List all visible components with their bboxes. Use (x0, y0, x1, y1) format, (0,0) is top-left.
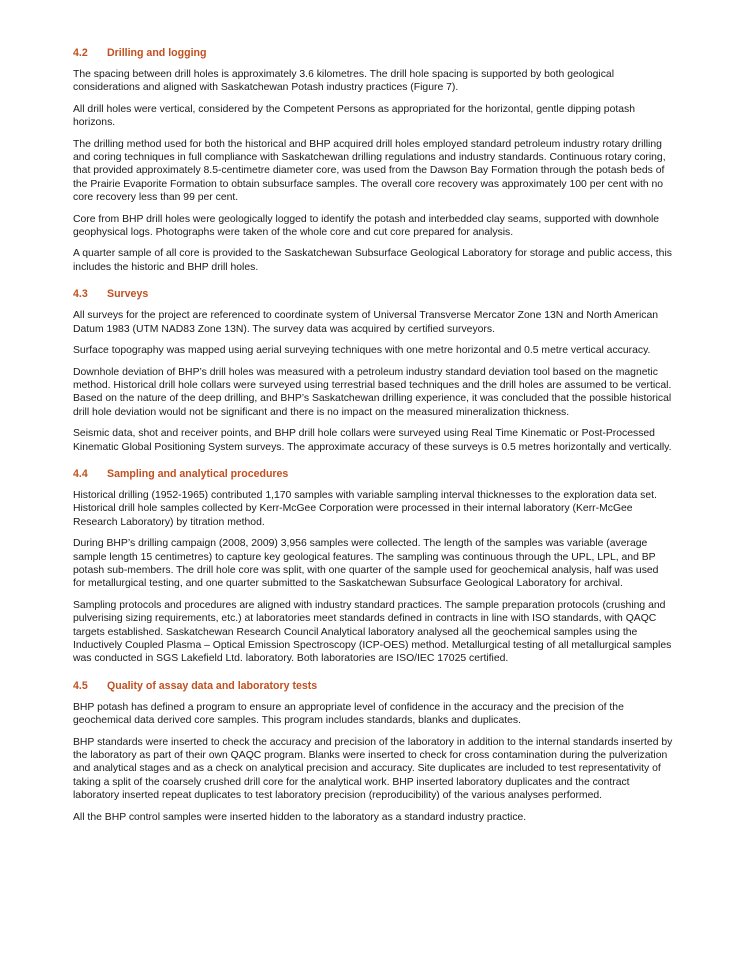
paragraph: Surface topography was mapped using aerial surveying techniques with one metre horizontal and 0.5 metre vertical accuracy. (73, 345, 651, 357)
document-page (73, 46, 673, 832)
section-sampling-and-analytical-procedures (73, 467, 673, 666)
paragraph: Sampling protocols and procedures are aligned with industry standard practices. The sample preparation protocols (crushing and pulverising sizing requirements, etc.) at laboratories meet standards defined in contracts in line with ISO standards, with QAQC targets established. Saskatchewan Research Council Analytical laboratory analysed all the geochemical samples using the Inductively Coupled Plasma – Optical Emission Spectroscopy (ICP-OES) method. Metallurgical testing of all metallurgical samples was conducted in SGS Lakefield Ltd. laboratory. Both laboratories are ISO/IEC 17025 certified. (73, 599, 672, 665)
paragraph: All the BHP control samples were inserted hidden to the laboratory as a standard industry practice. (73, 811, 527, 823)
section-number: 4.4 (73, 467, 88, 480)
paragraph: Core from BHP drill holes were geologically logged to identify the potash and interbedded clay seams, supported with downhole geophysical logs. Photographs were taken of the whole core and cut core prepared for analysis. (73, 213, 660, 239)
section-number: 4.5 (73, 679, 88, 692)
paragraph: Historical drilling (1952-1965) contributed 1,170 samples with variable sampling interval thicknesses to the exploration data set. Historical drill hole samples collected by Kerr-McGee Corporation were processed in their internal laboratory (Kerr-McGee Research Laboratory) by titration method. (73, 489, 657, 528)
paragraph: During BHP’s drilling campaign (2008, 2009) 3,956 samples were collected. The length of the samples was variable (average sample length 15 centimetres) to capture key geological features. The sampling was continuous through the UPL, LPL, and BP potash sub-members. The drill hole core was split, with one quarter of the sample used for geochemical analysis, half was used for metallurgical testing, and one quarter submitted to the Saskatchewan Subsurface Geological Laboratory for archival. (73, 538, 659, 590)
paragraph: BHP standards were inserted to check the accuracy and precision of the laboratory in addition to the internal standards inserted by the laboratory as part of their own QAQC program. Blanks were inserted to check for cross contamination during the pulverization and analytical stages and as a check on analytical precision and accuracy. Site duplicates are included to test representativity of taking a split of the coarsely crushed drill core for the analytical work. BHP inserted laboratory duplicates and the contract laboratory inserted repeat duplicates to test laboratory precision (reproducibility) of the various analyses performed. (73, 736, 673, 802)
section-title: Drilling and logging (107, 47, 207, 59)
paragraph: The spacing between drill holes is approximately 3.6 kilometres. The drill hole spacing is supported by both geological considerations and aligned with Saskatchewan Potash industry practices (Figure 7). (73, 69, 614, 94)
section-number: 4.2 (73, 47, 88, 59)
section-heading (73, 679, 673, 693)
paragraph: Seismic data, shot and receiver points, and BHP drill hole collars were surveyed using Real Time Kinematic or Post-Processed Kinematic Global Positioning System surveys. The approximate accuracy of these surveys is 0.5 metres horizontally and vertically. (73, 428, 672, 453)
section-surveys (73, 287, 673, 454)
paragraph: All surveys for the project are referenced to coordinate system of Universal Transverse Mercator Zone 13N and North American Datum 1983 (UTM NAD83 Zone 13N). The survey data was acquired by certified surveyors. (73, 310, 659, 335)
section-heading (73, 467, 673, 481)
paragraph: BHP potash has defined a program to ensure an appropriate level of confidence in the accuracy and the precision of the geochemical data derived core samples. This program includes standards, blanks and duplicates. (73, 701, 624, 727)
section-title: Quality of assay data and laboratory tests (107, 679, 318, 692)
paragraph: All drill holes were vertical, considered by the Competent Persons as appropriated for the horizontal, gentle dipping potash horizons. (73, 103, 635, 129)
paragraph: Downhole deviation of BHP’s drill holes was measured with a petroleum industry standard deviation tool based on the magnetic method. Historical drill hole collars were surveyed using terrestrial based techniques and the drill holes are assumed to be vertical. Based on the nature of the deep drilling, and BHP’s Saskatchewan drilling experience, it was concluded that the possible historical drill hole deviation would not be significant and there is no impact on the measured mineralization thickness. (73, 366, 672, 418)
section-heading (73, 287, 673, 301)
section-title: Surveys (107, 288, 149, 301)
paragraph: The drilling method used for both the historical and BHP acquired drill holes employed standard petroleum industry rotary drilling and coring techniques in full compliance with Saskatchewan drilling regulations and industry standards. Continuous rotary coring, that provided approximately 8.5-centimetre diameter core, was used from the Dawson Bay Formation through the potash beds of the Prairie Evaporite Formation to obtain subsurface samples. The overall core recovery was approximately 100 per cent with no core recovery less than 99 per cent. (73, 138, 666, 204)
section-heading (73, 46, 673, 60)
section-drilling-and-logging (73, 46, 673, 274)
section-number: 4.3 (73, 288, 88, 301)
section-quality-of-assay-data (73, 679, 673, 824)
paragraph: A quarter sample of all core is provided to the Saskatchewan Subsurface Geological Laboratory for storage and public access, this includes the historic and BHP drill holes. (73, 248, 672, 273)
section-title: Sampling and analytical procedures (107, 467, 289, 480)
